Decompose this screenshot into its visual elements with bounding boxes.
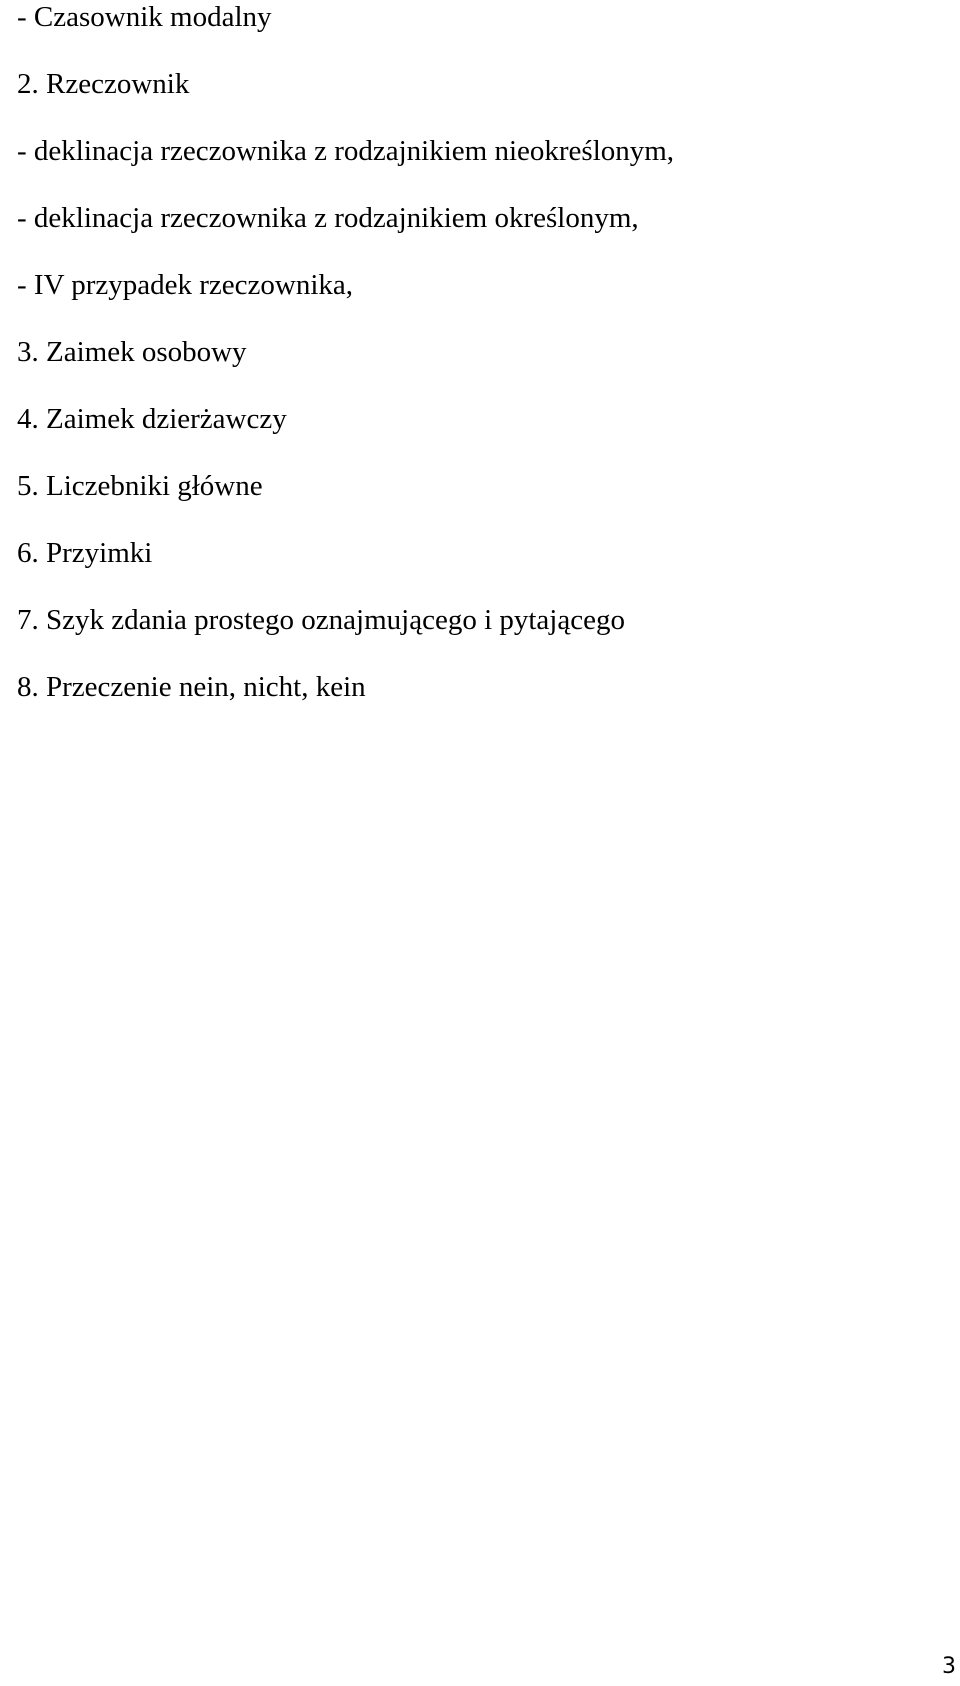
list-item: 4. Zaimek dzierżawczy: [17, 403, 287, 435]
list-item: - deklinacja rzeczownika z rodzajnikiem nieokreślonym,: [17, 135, 675, 167]
list-item: 8. Przeczenie nein, nicht, kein: [17, 671, 366, 703]
list-item: 3. Zaimek osobowy: [17, 336, 247, 368]
list-item: - deklinacja rzeczownika z rodzajnikiem określonym,: [17, 202, 639, 234]
topic-list: [17, 0, 674, 737]
list-item: - IV przypadek rzeczownika,: [17, 269, 354, 301]
list-item: 5. Liczebniki główne: [17, 470, 263, 502]
list-item: 2. Rzeczownik: [17, 68, 190, 100]
list-item: 6. Przyimki: [17, 537, 153, 569]
page-number: 3: [942, 1654, 956, 1679]
list-item: 7. Szyk zdania prostego oznajmującego i pytającego: [17, 604, 625, 636]
list-item: - Czasownik modalny: [17, 1, 272, 33]
